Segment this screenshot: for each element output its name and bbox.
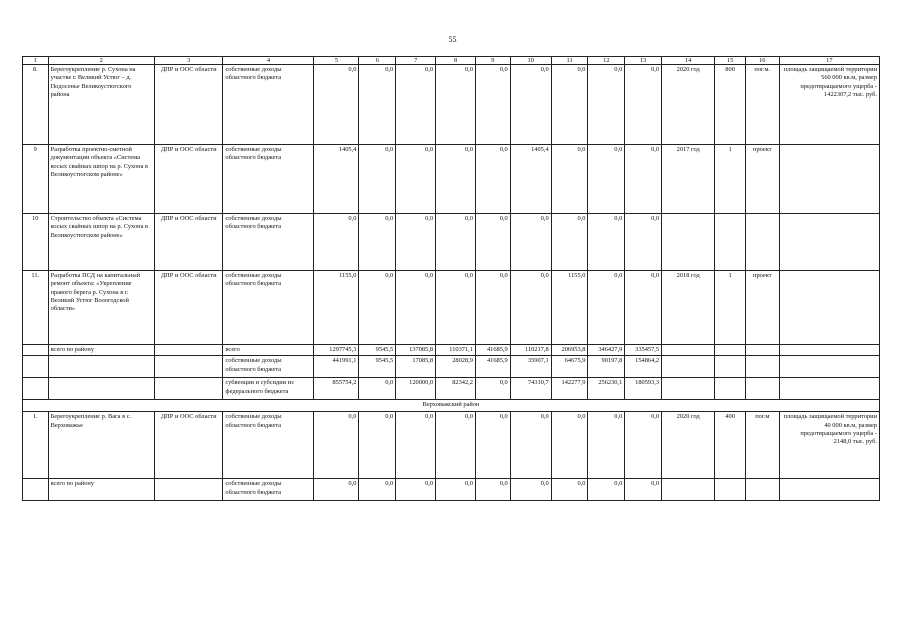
amount-cell: 0,0 (314, 412, 359, 479)
empty-cell (779, 479, 879, 501)
amount-cell: 0,0 (588, 479, 625, 501)
section-header-row (23, 400, 880, 412)
col-header: 15 (715, 57, 746, 65)
empty-cell (779, 345, 879, 356)
amount-cell: 256230,1 (588, 378, 625, 400)
amount-cell: 41685,9 (475, 345, 510, 356)
row-number: 9 (23, 145, 49, 214)
amount-cell: 0,0 (475, 479, 510, 501)
col-header: 17 (779, 57, 879, 65)
unit: пог.м (745, 412, 779, 479)
amount-cell: 855754,2 (314, 378, 359, 400)
quantity: 1 (715, 145, 746, 214)
project-row (23, 65, 880, 145)
amount-cell: 0,0 (625, 214, 662, 271)
amount-cell: 0,0 (314, 65, 359, 145)
amount-cell: 0,0 (359, 214, 396, 271)
amount-cell: 142277,9 (551, 378, 588, 400)
amount-cell: 0,0 (510, 271, 551, 345)
col-header: 10 (510, 57, 551, 65)
amount-cell: 0,0 (475, 145, 510, 214)
amount-cell: 180593,3 (625, 378, 662, 400)
project-row (23, 214, 880, 271)
amount-cell: 0,0 (551, 65, 588, 145)
funding-source: собственные доходы областного бюджета (223, 271, 314, 345)
row-number: 10 (23, 214, 49, 271)
row-number: 8. (23, 65, 49, 145)
col-header: 1 (23, 57, 49, 65)
amount-cell: 0,0 (551, 145, 588, 214)
empty-cell (745, 345, 779, 356)
project-name: Разработка проектно-сметной документации объекта «Система косых свайных шпор на р. Сухона в Великоустюгском районе» (48, 145, 154, 214)
expected-result: площадь защищаемой территории 40 000 кв.м, размер предотвращаемого ущерба - 2148,0 тыс. руб. (779, 412, 879, 479)
completion-year: 2018 год (662, 271, 715, 345)
amount-cell: 0,0 (588, 271, 625, 345)
col-header: 7 (396, 57, 436, 65)
amount-cell: 0,0 (625, 271, 662, 345)
empty-cell (662, 378, 715, 400)
amount-cell: 137085,8 (396, 345, 436, 356)
amount-cell: 9545,5 (359, 356, 396, 378)
amount-cell: 0,0 (359, 412, 396, 479)
amount-cell: 0,0 (510, 65, 551, 145)
amount-cell: 0,0 (396, 145, 436, 214)
executor: ДПР и ООС области (154, 65, 223, 145)
amount-cell: 335457,5 (625, 345, 662, 356)
amount-cell: 154864,2 (625, 356, 662, 378)
amount-cell: 0,0 (510, 479, 551, 501)
budget-table (22, 56, 880, 501)
table-body (23, 57, 880, 501)
executor: ДПР и ООС области (154, 271, 223, 345)
amount-cell: 120000,0 (396, 378, 436, 400)
amount-cell: 0,0 (475, 412, 510, 479)
empty-cell (779, 356, 879, 378)
amount-cell: 0,0 (475, 378, 510, 400)
amount-cell: 1155,0 (314, 271, 359, 345)
project-name (48, 378, 154, 400)
amount-cell: 0,0 (314, 479, 359, 501)
funding-source: собственные доходы областного бюджета (223, 65, 314, 145)
project-name: Берегоукрепление р. Вага в с. Верховажье (48, 412, 154, 479)
district-total-label: всего по району (48, 345, 154, 356)
amount-cell: 90197,8 (588, 356, 625, 378)
quantity: 800 (715, 65, 746, 145)
amount-cell: 0,0 (359, 271, 396, 345)
empty-cell (745, 378, 779, 400)
col-header: 8 (436, 57, 476, 65)
amount-cell: 1405,4 (510, 145, 551, 214)
row-number (23, 356, 49, 378)
district-total-row (23, 378, 880, 400)
executor (154, 479, 223, 501)
amount-cell: 0,0 (359, 479, 396, 501)
executor (154, 378, 223, 400)
amount-cell: 1405,4 (314, 145, 359, 214)
col-header: 11 (551, 57, 588, 65)
amount-cell: 64675,9 (551, 356, 588, 378)
empty-cell (779, 378, 879, 400)
quantity: 1 (715, 271, 746, 345)
project-name (48, 356, 154, 378)
amount-cell: 0,0 (359, 378, 396, 400)
amount-cell: 0,0 (396, 479, 436, 501)
amount-cell: 441991,1 (314, 356, 359, 378)
completion-year: 2020 год (662, 65, 715, 145)
amount-cell: 41685,9 (475, 356, 510, 378)
funding-source: собственные доходы областного бюджета (223, 145, 314, 214)
expected-result (779, 214, 879, 271)
executor (154, 356, 223, 378)
amount-cell: 110371,1 (436, 345, 476, 356)
empty-cell (662, 356, 715, 378)
unit: проект (745, 145, 779, 214)
row-number: 11. (23, 271, 49, 345)
row-number (23, 479, 49, 501)
empty-cell (662, 479, 715, 501)
amount-cell: 0,0 (396, 214, 436, 271)
funding-source: собственные доходы областного бюджета (223, 214, 314, 271)
amount-cell: 0,0 (436, 65, 476, 145)
amount-cell: 0,0 (510, 214, 551, 271)
unit: проект (745, 271, 779, 345)
row-number (23, 345, 49, 356)
amount-cell: 35907,1 (510, 356, 551, 378)
col-header: 2 (48, 57, 154, 65)
amount-cell: 0,0 (475, 214, 510, 271)
col-header: 9 (475, 57, 510, 65)
amount-cell: 17085,8 (396, 356, 436, 378)
amount-cell: 28028,9 (436, 356, 476, 378)
amount-cell: 0,0 (551, 479, 588, 501)
quantity (715, 214, 746, 271)
row-number (23, 378, 49, 400)
unit (745, 214, 779, 271)
expected-result (779, 145, 879, 214)
amount-cell: 0,0 (359, 65, 396, 145)
amount-cell: 0,0 (436, 412, 476, 479)
col-header: 5 (314, 57, 359, 65)
completion-year: 2017 год (662, 145, 715, 214)
completion-year: 2020 год (662, 412, 715, 479)
col-header: 16 (745, 57, 779, 65)
amount-cell: 1297745,3 (314, 345, 359, 356)
col-header: 14 (662, 57, 715, 65)
amount-cell: 0,0 (551, 214, 588, 271)
amount-cell: 0,0 (436, 271, 476, 345)
amount-cell: 0,0 (588, 65, 625, 145)
amount-cell: 0,0 (510, 412, 551, 479)
completion-year (662, 214, 715, 271)
project-row (23, 412, 880, 479)
amount-cell: 0,0 (436, 479, 476, 501)
executor: ДПР и ООС области (154, 145, 223, 214)
amount-cell: 0,0 (475, 271, 510, 345)
amount-cell: 9545,5 (359, 345, 396, 356)
project-row (23, 271, 880, 345)
funding-source: собственные доходы областного бюджета (223, 356, 314, 378)
amount-cell: 0,0 (551, 412, 588, 479)
amount-cell: 346427,9 (588, 345, 625, 356)
amount-cell: 0,0 (436, 214, 476, 271)
funding-source: собственные доходы областного бюджета (223, 479, 314, 501)
funding-source: всего (223, 345, 314, 356)
col-header: 4 (223, 57, 314, 65)
amount-cell: 0,0 (396, 65, 436, 145)
amount-cell: 0,0 (314, 214, 359, 271)
amount-cell: 206953,8 (551, 345, 588, 356)
section-title: Верховажский район (23, 400, 880, 412)
empty-cell (745, 479, 779, 501)
expected-result (779, 271, 879, 345)
col-header: 13 (625, 57, 662, 65)
col-header: 6 (359, 57, 396, 65)
amount-cell: 0,0 (475, 65, 510, 145)
section-total-row (23, 479, 880, 501)
page-number: 55 (448, 35, 457, 44)
empty-cell (715, 345, 746, 356)
amount-cell: 82342,2 (436, 378, 476, 400)
executor: ДПР и ООС области (154, 214, 223, 271)
column-number-row (23, 57, 880, 65)
col-header: 3 (154, 57, 223, 65)
empty-cell (662, 345, 715, 356)
expected-result: площадь защищаемой территории 560 000 кв.м, размер предотвращаемого ущерба - 1422307,2 тыс. руб. (779, 65, 879, 145)
col-header: 12 (588, 57, 625, 65)
amount-cell: 0,0 (396, 412, 436, 479)
amount-cell: 110217,8 (510, 345, 551, 356)
amount-cell: 0,0 (625, 145, 662, 214)
amount-cell: 0,0 (588, 145, 625, 214)
project-name: Строительство объекта «Система косых свайных шпор на р. Сухона в Великоустюгском районе» (48, 214, 154, 271)
amount-cell: 0,0 (625, 412, 662, 479)
empty-cell (715, 356, 746, 378)
district-total-row (23, 345, 880, 356)
amount-cell: 0,0 (359, 145, 396, 214)
funding-source: субвенции и субсидии из федерального бюджета (223, 378, 314, 400)
executor (154, 345, 223, 356)
row-number: 1. (23, 412, 49, 479)
quantity: 400 (715, 412, 746, 479)
executor: ДПР и ООС области (154, 412, 223, 479)
empty-cell (745, 356, 779, 378)
amount-cell: 0,0 (588, 412, 625, 479)
section-total-label: всего по району (48, 479, 154, 501)
district-total-row (23, 356, 880, 378)
funding-source: собственные доходы областного бюджета (223, 412, 314, 479)
project-name: Разработка ПСД на капитальный ремонт объекта: «Укрепление правого берега р. Сухона в г. Великий Устюг Вологодской области» (48, 271, 154, 345)
amount-cell: 0,0 (396, 271, 436, 345)
amount-cell: 0,0 (625, 65, 662, 145)
amount-cell: 1155,0 (551, 271, 588, 345)
amount-cell: 0,0 (588, 214, 625, 271)
project-row (23, 145, 880, 214)
empty-cell (715, 479, 746, 501)
amount-cell: 0,0 (625, 479, 662, 501)
amount-cell: 74310,7 (510, 378, 551, 400)
unit: пог.м. (745, 65, 779, 145)
project-name: Берегоукрепление р. Сухона на участке г. Великий Устюг – д. Подосенье Великоустюгского района (48, 65, 154, 145)
empty-cell (715, 378, 746, 400)
amount-cell: 0,0 (436, 145, 476, 214)
